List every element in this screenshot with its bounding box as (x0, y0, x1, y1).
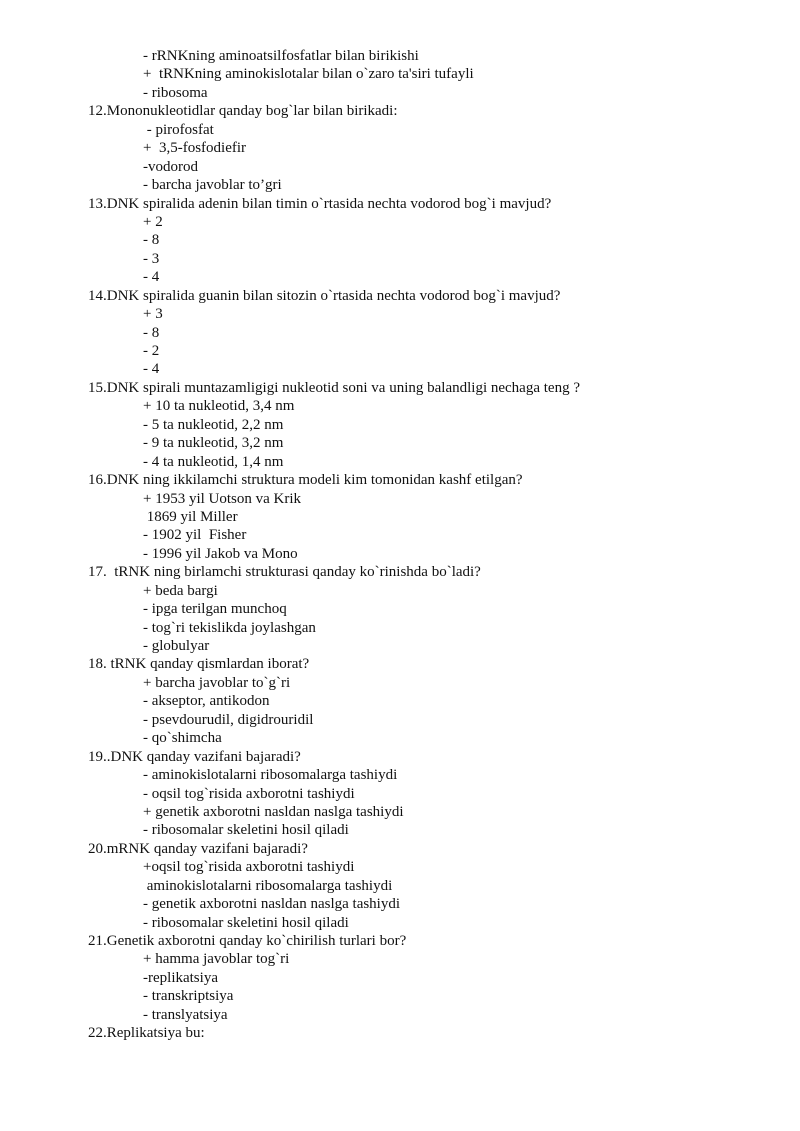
answer-option-line: - globulyar (143, 638, 210, 654)
answer-option-line: - 4 (143, 361, 160, 378)
answer-option-line: - barcha javoblar to’gri (143, 177, 282, 194)
answer-option-line: - ribosoma (143, 84, 208, 101)
answer-option-line: -replikatsiya (143, 969, 218, 986)
answer-option-line: - rRNKning aminoatsilfosfatlar bilan birikishi (143, 48, 419, 64)
answer-option-line: - 1902 yil Fisher (143, 527, 247, 544)
answer-option-line: aminokislotalarni ribosomalarga tashiydi (143, 877, 393, 894)
question-line: 15.DNK spirali muntazamligigi nukleotid soni va uning balandligi nechaga teng ? (88, 379, 580, 396)
answer-option-line: +oqsil tog`risida axborotni tashiydi (143, 859, 355, 876)
answer-option-line: - transkriptsiya (143, 988, 234, 1005)
question-line: 16.DNK ning ikkilamchi struktura modeli kim tomonidan kashf etilgan? (88, 472, 523, 489)
quiz-content (0, 47, 800, 1043)
question-line: 19..DNK qanday vazifani bajaradi? (88, 748, 301, 765)
answer-option-line: - translyatsiya (143, 1006, 228, 1023)
answer-option-line: - genetik axborotni nasldan naslga tashiydi (143, 896, 401, 913)
answer-option-line: - 8 (143, 232, 160, 249)
answer-option-line: + tRNKning aminokislotalar bilan o`zaro ta'siri tufayli (143, 66, 474, 83)
question-line: 18. tRNK qanday qismlardan iborat? (88, 656, 310, 673)
answer-option-line: - ribosomalar skeletini hosil qiladi (143, 914, 349, 931)
answer-option-line: - ribosomalar skeletini hosil qiladi (143, 822, 349, 839)
answer-option-line: + hamma javoblar tog`ri (143, 951, 290, 968)
answer-option-line: - ipga terilgan munchoq (143, 601, 287, 618)
answer-option-line: + 2 (143, 213, 163, 230)
question-line: 17. tRNK ning birlamchi strukturasi qanday ko`rinishda bo`ladi? (88, 564, 481, 581)
answer-option-line: - oqsil tog`risida axborotni tashiydi (143, 785, 355, 802)
answer-option-line: + 3 (143, 306, 163, 323)
answer-option-line: + 1953 yil Uotson va Krik (143, 490, 302, 507)
question-line: 21.Genetik axborotni qanday ko`chirilish turlari bor? (88, 933, 407, 949)
question-line: 12.Mononukleotidlar qanday bog`lar bilan birikadi: (88, 103, 398, 120)
answer-option-line: - 5 ta nukleotid, 2,2 nm (143, 416, 284, 433)
answer-option-line: 1869 yil Miller (143, 508, 238, 525)
answer-option-line: - qo`shimcha (143, 730, 222, 747)
answer-option-line: + 10 ta nukleotid, 3,4 nm (143, 398, 295, 415)
question-line: 14.DNK spiralida guanin bilan sitozin o`rtasida nechta vodorod bog`i mavjud? (88, 287, 561, 304)
question-line: 22.Replikatsiya bu: (88, 1025, 205, 1042)
answer-option-line: - psevdourudil, digidrouridil (143, 711, 314, 728)
answer-option-line: - 4 (143, 269, 160, 286)
answer-option-line: - 1996 yil Jakob va Mono (143, 545, 298, 562)
question-line: 13.DNK spiralida adenin bilan timin o`rtasida nechta vodorod bog`i mavjud? (88, 195, 552, 212)
answer-option-line: + genetik axborotni nasldan naslga tashiydi (143, 803, 404, 820)
answer-option-line: + barcha javoblar to`g`ri (143, 674, 291, 691)
answer-option-line: + beda bargi (143, 582, 218, 599)
answer-option-line: - 4 ta nukleotid, 1,4 nm (143, 453, 284, 470)
answer-option-line: - 2 (143, 343, 160, 359)
answer-option-line: + 3,5-fosfodiefir (143, 140, 247, 157)
answer-option-line: - 3 (143, 250, 160, 267)
answer-option-line: - pirofosfat (143, 121, 214, 138)
answer-option-line: -vodorod (143, 158, 198, 175)
answer-option-line: - aminokislotalarni ribosomalarga tashiydi (143, 767, 398, 784)
answer-option-line: - tog`ri tekislikda joylashgan (143, 619, 316, 636)
answer-option-line: - akseptor, antikodon (143, 693, 270, 710)
answer-option-line: - 9 ta nukleotid, 3,2 nm (143, 435, 284, 452)
answer-option-line: - 8 (143, 324, 160, 341)
question-line: 20.mRNK qanday vazifani bajaradi? (88, 840, 308, 857)
